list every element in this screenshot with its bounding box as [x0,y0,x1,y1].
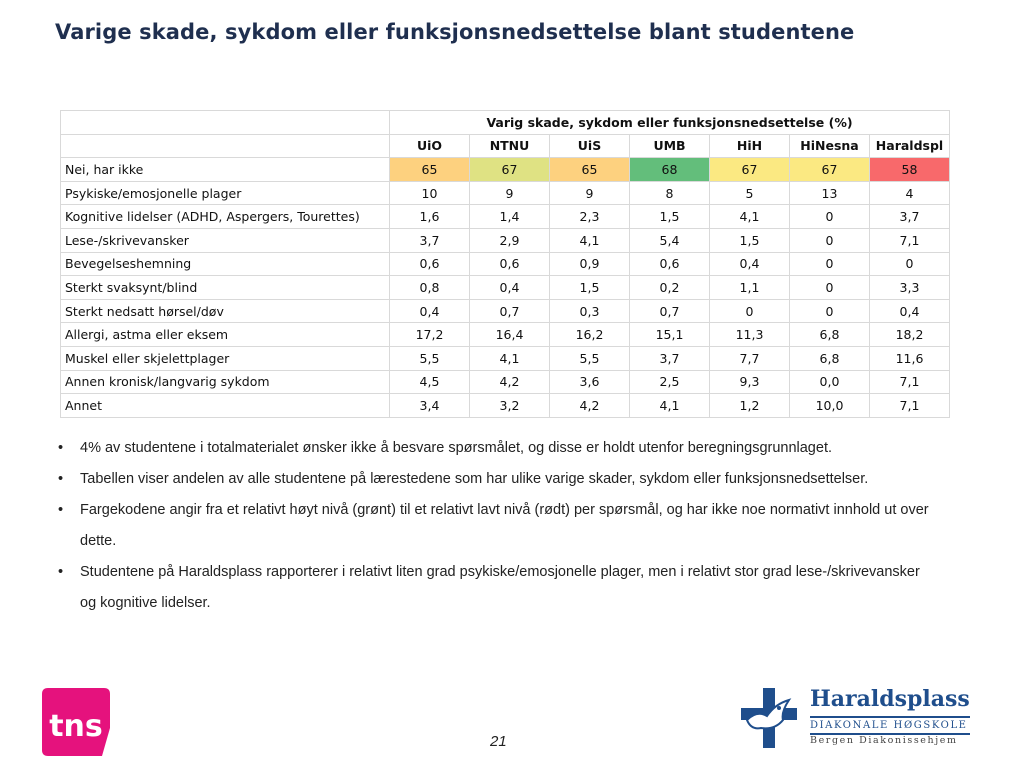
table-cell: 0,6 [470,252,550,276]
bullet-item [58,557,938,619]
bullet-text: Fargekodene angir fra et relativt høyt nivå (grønt) til et relativt lavt nivå (rødt) per spørsmål, og har ikke noe normativt innhold ut over dette. [80,502,929,549]
table-cell: 0,4 [470,276,550,300]
table-cell: 0,6 [630,252,710,276]
table-cell: 0,2 [630,276,710,300]
table-row-label: Sterkt svaksynt/blind [61,276,390,300]
bullet-text: Studentene på Haraldsplass rapporterer i relativt liten grad psykiske/emosjonelle plager, men i relativt stor grad lese-/skrivevansker og kognitive lidelser. [80,564,920,611]
table-column-header: UiS [550,134,630,158]
table-cell: 1,5 [710,228,790,252]
table-cell: 8 [630,181,710,205]
table-row-label: Annen kronisk/langvarig sykdom [61,370,390,394]
table-row [61,323,950,347]
table-cell: 4,1 [550,228,630,252]
haraldsplass-logo-subtitle: DIAKONALE HØGSKOLE [810,720,968,731]
table-cell: 0 [870,252,950,276]
table-cell: 0,0 [790,370,870,394]
table-cell: 4 [870,181,950,205]
table-cell: 1,5 [550,276,630,300]
table-cell: 9 [470,181,550,205]
table-cell: 3,7 [390,228,470,252]
table-cell: 67 [710,158,790,182]
bullet-symbol: • [58,471,64,487]
table-cell: 1,4 [470,205,550,229]
table-cell: 67 [470,158,550,182]
table-cell: 13 [790,181,870,205]
table-cell: 5,4 [630,228,710,252]
haraldsplass-logo-city: Bergen Diakonissehjem [810,735,958,746]
table-row [61,252,950,276]
bullet-item [58,433,938,464]
table-row [61,276,950,300]
table-cell: 3,4 [390,394,470,418]
table-cell: 67 [790,158,870,182]
haraldsplass-logo [737,686,975,750]
table-column-header: UiO [390,134,470,158]
table-cell: 0,7 [470,299,550,323]
bullet-symbol: • [58,502,64,518]
table-group-header-row [61,111,950,135]
table-cell: 0 [790,228,870,252]
table-cell: 3,7 [870,205,950,229]
table-row [61,299,950,323]
table-cell: 16,2 [550,323,630,347]
table-cell: 10,0 [790,394,870,418]
table-corner-cell [61,111,390,135]
table-cell: 4,2 [550,394,630,418]
haraldsplass-logo-name: Haraldsplass [810,686,970,712]
table-row [61,228,950,252]
table-row [61,205,950,229]
table-cell: 1,1 [710,276,790,300]
table-cell: 65 [550,158,630,182]
table-cell: 5,5 [550,346,630,370]
table-cell: 0,7 [630,299,710,323]
table-row-label: Psykiske/emosjonelle plager [61,181,390,205]
table-cell: 65 [390,158,470,182]
table-cell: 1,5 [630,205,710,229]
page-title: Varige skade, sykdom eller funksjonsnedsettelse blant studentene [55,20,855,44]
table-cell: 1,6 [390,205,470,229]
table-cell: 7,1 [870,370,950,394]
table-cell: 4,5 [390,370,470,394]
table-cell: 0 [790,252,870,276]
table-cell: 3,6 [550,370,630,394]
bullet-text: Tabellen viser andelen av alle studentene på lærestedene som har ulike varige skader, sykdom eller funksjonsnedsettelser. [80,471,869,487]
bullet-text: 4% av studentene i totalmaterialet ønsker ikke å besvare spørsmålet, og disse er holdt utenfor beregningsgrunnlaget. [80,440,832,456]
table-corner-cell [61,134,390,158]
table-row-label: Annet [61,394,390,418]
table-column-header: NTNU [470,134,550,158]
table-cell: 0,4 [710,252,790,276]
table-cell: 0,9 [550,252,630,276]
logo-divider [810,716,970,718]
table-cell: 15,1 [630,323,710,347]
table-cell: 58 [870,158,950,182]
table-row-label: Muskel eller skjelettplager [61,346,390,370]
table-cell: 6,8 [790,323,870,347]
table-cell: 7,1 [870,394,950,418]
page-number: 21 [490,733,507,750]
table-cell: 18,2 [870,323,950,347]
table-row [61,370,950,394]
table-cell: 9 [550,181,630,205]
table-row-label: Nei, har ikke [61,158,390,182]
table-cell: 3,7 [630,346,710,370]
data-table [60,110,950,418]
table-cell: 0 [790,276,870,300]
table-cell: 10 [390,181,470,205]
table-cell: 0,3 [550,299,630,323]
table-row [61,181,950,205]
table-cell: 5 [710,181,790,205]
table-cell: 0 [790,299,870,323]
table-cell: 0 [790,205,870,229]
table-cell: 2,5 [630,370,710,394]
tns-logo-text: tns [49,709,103,744]
table-cell: 5,5 [390,346,470,370]
table-row-label: Allergi, astma eller eksem [61,323,390,347]
table-cell: 11,3 [710,323,790,347]
table-row-label: Lese-/skrivevansker [61,228,390,252]
table-cell: 4,2 [470,370,550,394]
table-row-label: Bevegelseshemning [61,252,390,276]
bullet-symbol: • [58,564,64,580]
bullet-item [58,464,938,495]
bullet-item [58,495,938,557]
table-row-label: Sterkt nedsatt hørsel/døv [61,299,390,323]
table-cell: 7,1 [870,228,950,252]
table-cell: 0,8 [390,276,470,300]
table-cell: 4,1 [630,394,710,418]
table-cell: 2,9 [470,228,550,252]
tns-logo [42,688,110,756]
table-row [61,394,950,418]
table-cell: 0,6 [390,252,470,276]
table-column-header-row [61,134,950,158]
table-column-header: HiH [710,134,790,158]
bullet-symbol: • [58,440,64,456]
table-cell: 0 [710,299,790,323]
table-column-header: HiNesna [790,134,870,158]
table-cell: 6,8 [790,346,870,370]
table-column-header: Haraldspl [870,134,950,158]
table-cell: 3,3 [870,276,950,300]
table-cell: 4,1 [470,346,550,370]
table-row [61,158,950,182]
table-cell: 7,7 [710,346,790,370]
table-column-header: UMB [630,134,710,158]
table-cell: 0,4 [390,299,470,323]
table-cell: 3,2 [470,394,550,418]
table-cell: 9,3 [710,370,790,394]
table-cell: 4,1 [710,205,790,229]
table-group-header: Varig skade, sykdom eller funksjonsnedsettelse (%) [390,111,950,135]
table-row [61,346,950,370]
table-cell: 16,4 [470,323,550,347]
table-cell: 68 [630,158,710,182]
table-cell: 0,4 [870,299,950,323]
table-body [61,158,950,418]
bullet-list [58,433,938,619]
table-cell: 17,2 [390,323,470,347]
dove-cross-icon [737,686,801,750]
table-row-label: Kognitive lidelser (ADHD, Aspergers, Tourettes) [61,205,390,229]
table-cell: 1,2 [710,394,790,418]
table-cell: 11,6 [870,346,950,370]
table-cell: 2,3 [550,205,630,229]
